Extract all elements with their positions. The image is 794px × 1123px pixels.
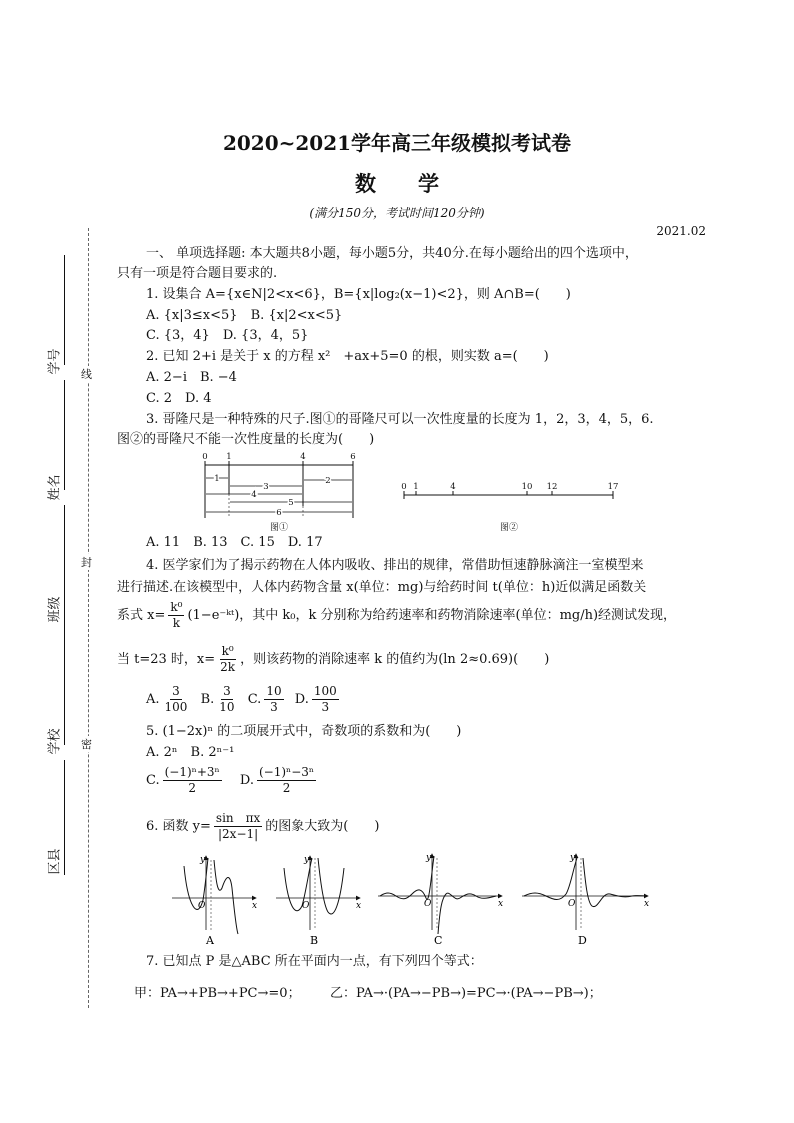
q2-stem: 2. 已知 2+i 是关于 x 的方程 x² +ax+5=0 的根，则实数 a=( ) xyxy=(146,349,549,364)
q4-line3 xyxy=(117,600,676,631)
frac-denominator: 2k xyxy=(220,660,236,674)
fig1-tick-1: 1 xyxy=(226,452,232,462)
q4-option-c-label: C. xyxy=(247,692,262,707)
frac-numerator: (−1)ⁿ−3ⁿ xyxy=(258,765,315,779)
graph-a-label: A xyxy=(206,934,214,947)
graph-d-origin: O xyxy=(568,899,576,909)
binding-mark-feng: 封 xyxy=(81,556,92,569)
frac-denominator: 2 xyxy=(282,781,291,795)
q4-option-d-frac xyxy=(312,684,339,715)
frac-numerator: (−1)ⁿ+3ⁿ xyxy=(164,765,220,779)
q6-frac xyxy=(214,811,262,842)
q3-stem-line2: 图②的哥隆尺不能一次性度量的长度为( ) xyxy=(117,432,375,447)
fig1-caption: 图① xyxy=(269,523,289,533)
q7-condition-jia: 甲：PA→+PB→+PC→=0； xyxy=(134,986,301,1001)
fig2-tick-10: 10 xyxy=(521,482,533,492)
q6-stem xyxy=(146,810,379,844)
fig2-tick-1: 1 xyxy=(413,482,419,492)
exam-date: 2021.02 xyxy=(656,224,706,238)
q1-stem: 1. 设集合 A={x∈N|2<x<6}，B={x|log₂(x−1)<2}，则 A∩B=( ) xyxy=(146,287,571,302)
field-label-xuehao: 学号 xyxy=(47,348,63,375)
q7-stem: 7. 已知点 P 是△ABC 所在平面内一点，有下列四个等式： xyxy=(146,954,483,969)
fig2-tick-17: 17 xyxy=(607,482,619,492)
q5-option-d-frac xyxy=(257,765,316,796)
fig2-tick-0: 0 xyxy=(401,482,407,492)
fig1-seg-1: 1 xyxy=(214,474,220,484)
graph-c xyxy=(378,853,503,947)
q3-stem-line1: 3. 哥隆尺是一种特殊的尺子.图①的哥隆尺可以一次性度量的长度为 1，2，3，4，5，6. xyxy=(146,412,654,427)
q5-option-c-label: C. xyxy=(146,773,160,788)
q5-options-ab: A. 2ⁿ B. 2ⁿ⁻¹ xyxy=(146,745,235,760)
q6-graph-options xyxy=(170,848,660,948)
frac-denominator: 3 xyxy=(270,700,278,714)
q4-line4-prefix: 当 t=23 时，x= xyxy=(117,652,216,667)
q7-condition-yi: 乙：PA→·(PA→−PB→)=PC→·(PA→−PB→)； xyxy=(330,986,602,1001)
section1-intro-line2: 只有一项是符合题目要求的. xyxy=(117,266,278,281)
frac-denominator: k xyxy=(172,616,181,630)
frac-numerator: 3 xyxy=(223,684,231,698)
q4-line2: 进行描述.在该模型中，人体内药物含量 x(单位：mg)与给药时间 t(单位：h)近似满足函数关 xyxy=(117,580,647,595)
fig2-caption: 图② xyxy=(499,523,519,533)
graph-d-y-label: y xyxy=(570,853,576,863)
q5-option-d-label: D. xyxy=(239,773,254,788)
frac-numerator: sin πx xyxy=(215,811,261,825)
q4-line3-suffix: (1−e⁻ᵏᵗ)，其中 k₀，k 分别称为给药速率和药物消除速率(单位：mg/h)经测试发现， xyxy=(187,608,677,623)
fig2-tick-12: 12 xyxy=(546,482,558,492)
graph-a-y-label: y xyxy=(200,855,206,865)
q4-line3-prefix: 系式 x= xyxy=(117,608,166,623)
golomb-ruler-figure-1 xyxy=(196,450,366,534)
fig1-seg-4: 4 xyxy=(251,490,257,500)
field-label-xuexiao: 学校 xyxy=(47,728,63,755)
q4-option-a-label: A. xyxy=(146,692,160,707)
q6-stem-prefix: 6. 函数 y= xyxy=(146,819,211,834)
q4-option-d-label: D. xyxy=(294,692,309,707)
frac-denominator: 100 xyxy=(164,700,188,714)
binding-dashed-line xyxy=(88,228,89,1008)
binding-mark-xian: 线 xyxy=(81,368,92,381)
graph-a xyxy=(172,855,257,947)
frac-numerator: k⁰ xyxy=(170,600,183,614)
fig2-tick-4: 4 xyxy=(450,482,456,492)
field-rule-banji xyxy=(64,505,65,630)
field-rule-xuexiao xyxy=(64,630,65,745)
q5-stem: 5. (1−2x)ⁿ 的二项展开式中，奇数项的系数和为( ) xyxy=(146,724,462,739)
q3-options: A. 11 B. 13 C. 15 D. 17 xyxy=(146,535,323,550)
frac-numerator: 10 xyxy=(266,684,282,698)
frac-denominator: 3 xyxy=(321,700,330,714)
frac-numerator: k⁰ xyxy=(221,644,234,658)
q4-option-a-frac xyxy=(163,684,190,715)
frac-denominator: |2x−1| xyxy=(218,827,259,841)
graph-c-y-label: y xyxy=(426,853,432,863)
q4-options xyxy=(146,684,342,715)
field-rule-xingming xyxy=(64,380,65,490)
graph-b-x-label: x xyxy=(356,901,362,911)
fig1-seg-2: 2 xyxy=(325,476,331,486)
graph-a-origin: O xyxy=(198,901,206,911)
graph-c-x-label: x xyxy=(498,899,504,909)
q1-options-ab: A. {x|3≤x<5} B. {x|2<x<5} xyxy=(146,308,343,323)
fig1-seg-5: 5 xyxy=(288,498,294,508)
q5-option-c-frac xyxy=(163,765,222,796)
frac-numerator: 3 xyxy=(172,684,180,698)
q4-frac-k0-over-2k xyxy=(218,644,237,675)
q4-option-c-frac xyxy=(264,684,283,715)
q2-options-ab: A. 2−i B. −4 xyxy=(146,370,237,385)
exam-note: (满分150分，考试时间120分钟) xyxy=(309,206,485,220)
q4-frac-k0-over-k xyxy=(168,600,184,631)
q4-option-b-label: B. xyxy=(200,692,215,707)
binding-mark-mi: 密 xyxy=(81,738,92,751)
frac-denominator: 2 xyxy=(188,781,196,795)
golomb-ruler-figure-2 xyxy=(396,478,626,534)
fig1-tick-4: 4 xyxy=(300,452,306,462)
q4-line1: 4. 医学家们为了揭示药物在人体内吸收、排出的规律，常借助恒速静脉滴注一室模型来 xyxy=(146,558,644,573)
section1-intro-line1: 一、 单项选择题: 本大题共8小题，每小题5分，共40分.在每小题给出的四个选项中， xyxy=(146,246,638,261)
fig1-seg-6: 6 xyxy=(276,508,282,518)
q6-stem-suffix: 的图象大致为( ) xyxy=(265,819,380,834)
graph-d xyxy=(522,853,649,947)
q2-options-cd: C. 2 D. 4 xyxy=(146,391,212,406)
field-label-banji: 班级 xyxy=(47,596,63,623)
fig1-tick-6: 6 xyxy=(350,452,356,462)
graph-d-x-label: x xyxy=(644,899,650,909)
graph-b-label: B xyxy=(310,934,319,947)
exam-title: 2020~2021学年高三年级模拟考试卷 xyxy=(222,131,572,155)
graph-b-y-label: y xyxy=(304,855,310,865)
field-rule-quxian xyxy=(64,760,65,875)
graph-b xyxy=(276,855,361,947)
frac-numerator: 100 xyxy=(313,684,337,698)
field-label-quxian: 区县 xyxy=(47,848,63,875)
graph-d-label: D xyxy=(578,934,587,947)
q4-option-b-frac xyxy=(217,684,236,715)
subject-title: 数学 xyxy=(355,171,481,196)
fig1-seg-3: 3 xyxy=(263,482,269,492)
q4-line4-suffix: ，则该药物的消除速率 k 的值约为(ln 2≈0.69)( ) xyxy=(240,652,550,667)
graph-c-label: C xyxy=(434,934,443,947)
field-rule-xuehao xyxy=(64,255,65,365)
q5-options-cd xyxy=(146,764,319,798)
graph-c-origin: O xyxy=(424,899,432,909)
graph-b-origin: O xyxy=(302,901,310,911)
frac-denominator: 10 xyxy=(219,700,235,714)
field-label-xingming: 姓名 xyxy=(47,474,63,501)
fig1-tick-0: 0 xyxy=(202,452,208,462)
graph-a-x-label: x xyxy=(252,901,258,911)
q4-line4 xyxy=(117,644,549,675)
q1-options-cd: C. {3，4} D. {3，4，5} xyxy=(146,328,309,343)
